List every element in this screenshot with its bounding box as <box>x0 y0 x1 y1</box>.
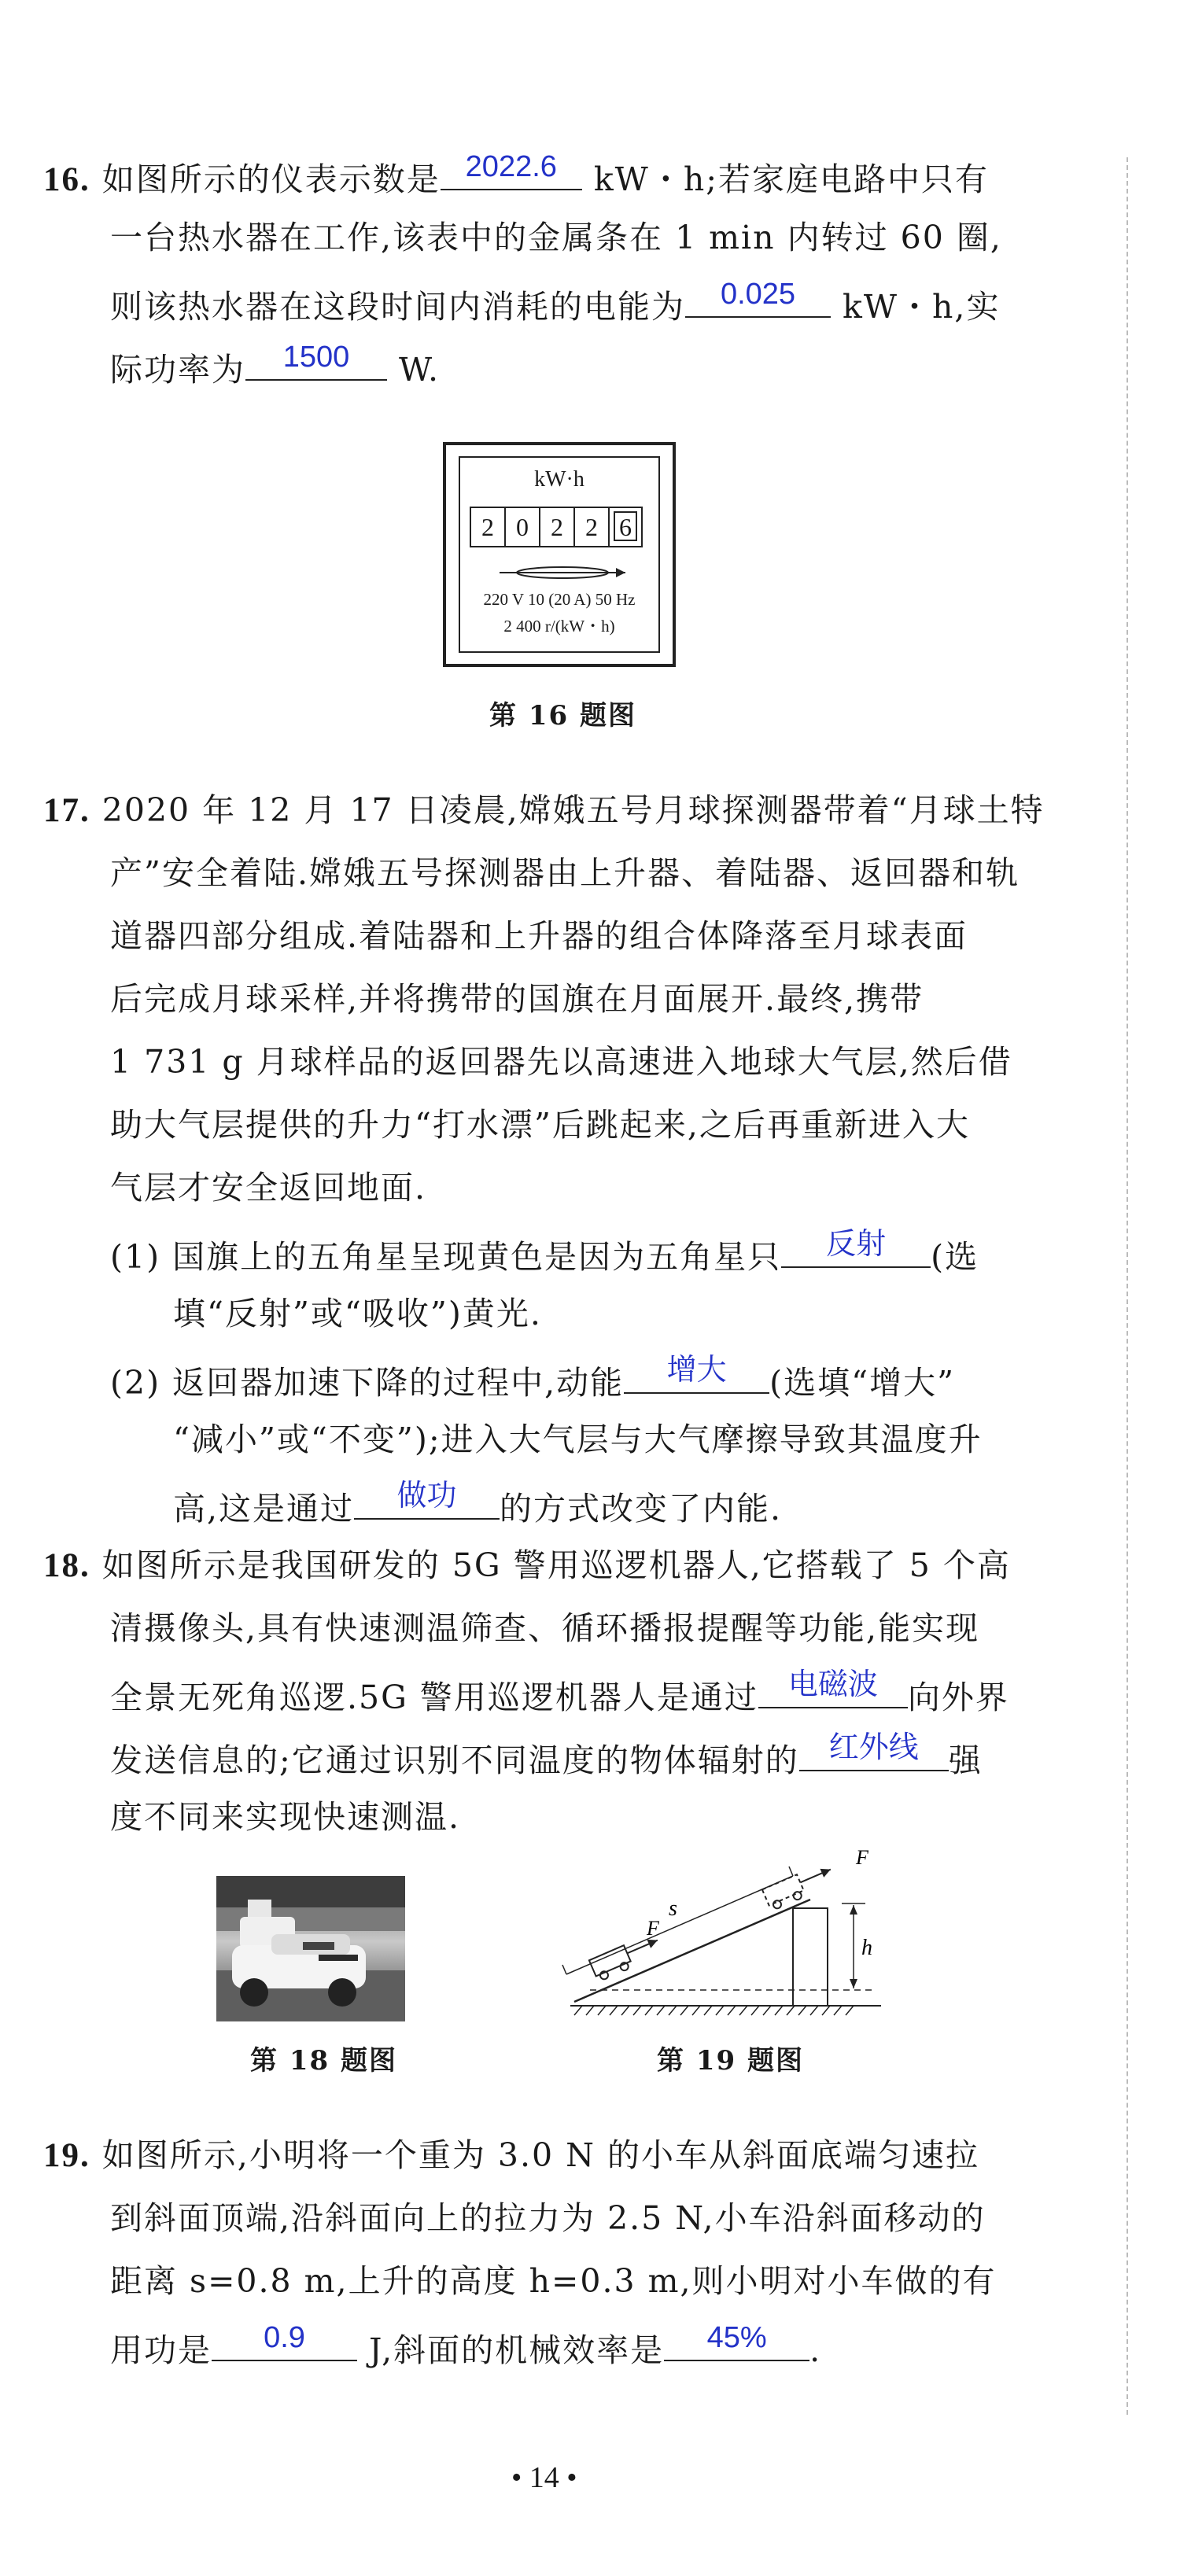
q19-blank-2 <box>664 2320 809 2361</box>
q16-blank-2 <box>685 277 831 318</box>
q17-blank-3 <box>354 1479 500 1520</box>
q19-line-1 <box>43 2132 979 2180</box>
electric-meter-figure <box>443 442 676 667</box>
fig18-caption: 第 18 题图 <box>250 2045 397 2077</box>
q18-line-3 <box>110 1668 1009 1721</box>
force-f-label-bottom: F <box>647 1917 659 1940</box>
q17-sub2-line-2: “减小”或“不变”);进入大气层与大气摩擦导致其温度升 <box>173 1421 983 1458</box>
incline-diagram <box>543 1841 889 2025</box>
fig16-caption: 第 16 题图 <box>489 700 636 732</box>
page-number: • 14 • <box>511 2461 577 2494</box>
q16-text: 际功率为 <box>110 351 245 389</box>
q17-line-7: 气层才安全返回地面. <box>110 1169 427 1207</box>
q17-line-2: 产”安全着陆.嫦娥五号探测器由上升器、着陆器、返回器和轨 <box>110 854 1020 892</box>
q16-text: kW・h,实 <box>831 288 1001 326</box>
q17-text: 的方式改变了内能. <box>500 1490 783 1528</box>
q18-line-2: 清摄像头,具有快速测温筛查、循环播报提醒等功能,能实现 <box>110 1609 980 1647</box>
q19-text: 如图所示,小明将一个重为 3.0 N 的小车从斜面底端匀速拉 <box>101 2136 980 2174</box>
q18-text: 全景无死角巡逻.5G 警用巡逻机器人是通过 <box>110 1679 758 1716</box>
meter-digit: 2 <box>539 507 573 547</box>
right-margin-divider <box>1127 157 1128 2415</box>
fig19-caption: 第 19 题图 <box>657 2045 804 2077</box>
q18-blank-2 <box>799 1730 949 1771</box>
q17-line-5: 1 731 g 月球样品的返回器先以高速进入地球大气层,然后借 <box>110 1043 1012 1081</box>
q17-text: 2020 年 12 月 17 日凌晨,嫦娥五号月球探测器带着“月球土特 <box>101 791 1045 829</box>
q18-text: 强 <box>948 1741 983 1779</box>
q17-line-4: 后完成月球采样,并将携带的国旗在月面展开.最终,携带 <box>110 980 924 1018</box>
q18-blank-1 <box>758 1668 908 1708</box>
robot-photo-image <box>216 1876 405 2021</box>
meter-digit: 0 <box>504 507 539 547</box>
q19-line-3: 距离 s=0.8 m,上升的高度 h=0.3 m,则小明对小车做的有 <box>110 2262 997 2300</box>
q16-text: 则该热水器在这段时间内消耗的电能为 <box>110 288 685 326</box>
q17-text: (2) 返回器加速下降的过程中,动能 <box>110 1364 625 1402</box>
meter-spec-revolutions: 2 400 r/(kW・h) <box>503 617 615 636</box>
q17-answer-1: 反射 <box>826 1228 887 1261</box>
q18-text: 向外界 <box>907 1679 1009 1716</box>
q17-line-1 <box>43 787 1045 835</box>
q17-sub1-line-1 <box>110 1227 979 1281</box>
q17-text: 高,这是通过 <box>173 1490 355 1528</box>
q18-line-5: 度不同来实现快速测温. <box>110 1798 461 1836</box>
q19-blank-1 <box>212 2320 357 2361</box>
q16-text: 如图所示的仪表示数是 <box>101 160 441 198</box>
q17-sub2-line-3 <box>173 1479 782 1532</box>
q19-line-2: 到斜面顶端,沿斜面向上的拉力为 2.5 N,小车沿斜面移动的 <box>110 2199 986 2237</box>
q17-sub2-line-1 <box>110 1353 955 1406</box>
q16-blank-3 <box>245 340 387 381</box>
robot-photo <box>216 1876 405 2021</box>
q17-number: 17. <box>43 792 90 829</box>
q16-number: 16. <box>43 161 90 198</box>
q19-number: 19. <box>43 2137 90 2174</box>
q18-answer-1: 电磁波 <box>787 1668 878 1701</box>
meter-panel <box>459 456 660 653</box>
q17-sub1-line-2: 填“反射”或“吸收”)黄光. <box>173 1295 542 1332</box>
q18-text: 如图所示是我国研发的 5G 警用巡逻机器人,它搭载了 5 个高 <box>101 1546 1011 1584</box>
q17-blank-1 <box>781 1227 931 1268</box>
q16-text: W. <box>387 351 441 389</box>
q18-line-1 <box>43 1542 1011 1590</box>
q16-text: kW・h;若家庭电路中只有 <box>581 160 990 198</box>
q18-text: 发送信息的;它通过识别不同温度的物体辐射的 <box>110 1741 799 1779</box>
q19-text: . <box>809 2331 822 2369</box>
q16-answer-2: 0.025 <box>720 278 796 311</box>
q19-text: J,斜面的机械效率是 <box>357 2331 665 2369</box>
q16-line-3 <box>110 277 1000 330</box>
meter-digit: 2 <box>573 507 608 547</box>
force-f-label-top: F <box>856 1846 868 1869</box>
q18-line-4 <box>110 1730 983 1784</box>
distance-s-label: s <box>669 1896 677 1921</box>
q19-answer-2: 45% <box>706 2321 767 2354</box>
q17-line-6: 助大气层提供的升力“打水漂”后跳起来,之后再重新进入大 <box>110 1106 970 1144</box>
q17-answer-3: 做功 <box>396 1480 457 1513</box>
q16-blank-1 <box>441 149 582 190</box>
q16-answer-1: 2022.6 <box>465 150 557 183</box>
meter-unit: kW·h <box>534 467 584 492</box>
height-h-label: h <box>861 1936 872 1960</box>
q17-blank-2 <box>624 1353 769 1394</box>
q19-answer-1: 0.9 <box>264 2321 305 2354</box>
meter-spec-rating: 220 V 10 (20 A) 50 Hz <box>483 590 636 609</box>
q18-number: 18. <box>43 1547 90 1584</box>
cart-bottom <box>589 1933 664 1982</box>
q16-answer-3: 1500 <box>282 341 350 374</box>
meter-disc-icon <box>492 558 633 587</box>
q17-text: (选填“增大” <box>769 1364 956 1402</box>
q19-text: 用功是 <box>110 2331 212 2369</box>
q19-line-4 <box>110 2320 821 2374</box>
q18-answer-2: 红外线 <box>828 1731 919 1764</box>
meter-digits <box>470 507 643 547</box>
q17-text: (选 <box>931 1238 979 1276</box>
q17-answer-2: 增大 <box>666 1354 727 1387</box>
q16-line-4 <box>110 340 440 393</box>
q16-line-1 <box>43 149 989 204</box>
meter-digit: 2 <box>470 507 504 547</box>
q17-text: (1) 国旗上的五角星呈现黄色是因为五角星只 <box>110 1238 782 1276</box>
q16-line-2: 一台热水器在工作,该表中的金属条在 1 min 内转过 60 圈, <box>110 219 1002 256</box>
meter-digit-decimal: 6 <box>608 507 643 547</box>
q17-line-3: 道器四部分组成.着陆器和上升器的组合体降落至月球表面 <box>110 917 968 955</box>
